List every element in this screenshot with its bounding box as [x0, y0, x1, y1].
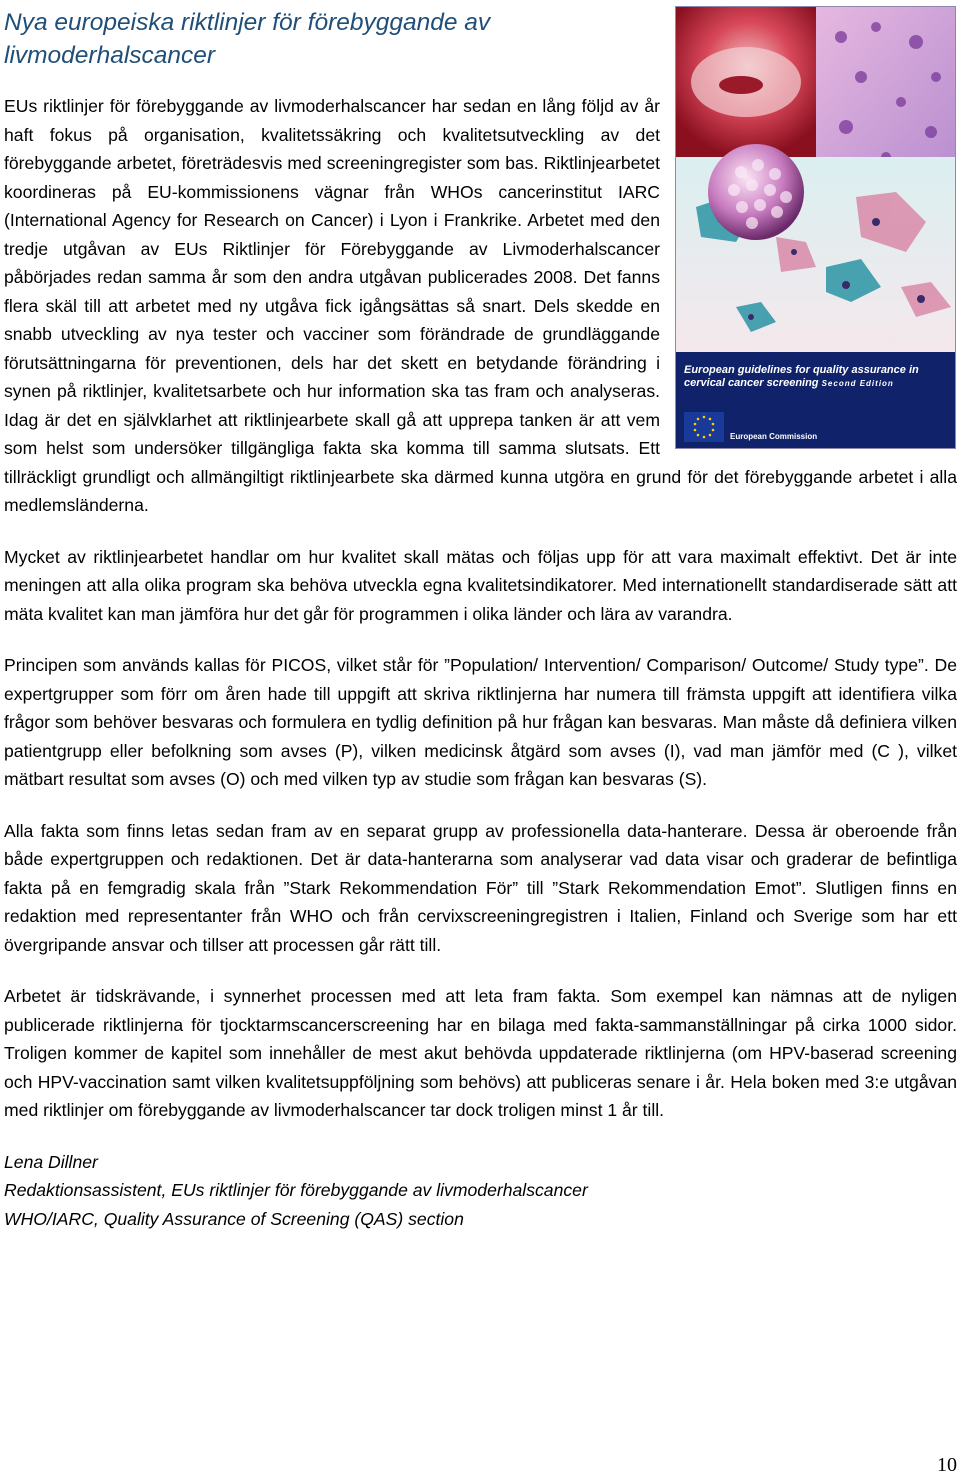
paragraph-2: Mycket av riktlinjearbetet handlar om hur kvalitet skall mätas och följas upp för att vara maximalt effektivt. Det är inte meningen att alla olika program ska behöva utveckla egna kvalitetsindikatorer. Med internationellt standardiserade sätt att mäta kvalitet kan man jämföra hur det går för programmen i olika länder och lära av varandra. [4, 546, 957, 624]
paragraph-4: Alla fakta som finns letas sedan fram av en separat grupp av professionella data-hanterare. Dessa är oberoende från både expertgruppen och redaktionen. Det är data-hanterarna som analyserar vad data visar och graderar de befintliga fakta på en femgradig skala från ”Stark Rekommendation För” till ”Stark Rekommendation Emot”. Slutligen finns en redaktion med representanter från WHO och från cervixscreeningregistren i Italien, Finland och Sverige som har ett övergripande ansvar och tillser att processen går rätt till. [4, 820, 957, 955]
article-title: Nya europeiska riktlinjer för förebyggande av livmoderhalscancer [4, 9, 491, 69]
cover-title: European guidelines for quality assurance in cervical cancer screening Second Edition [684, 364, 919, 389]
paragraph-3: Principen som används kallas för PICOS, vilket står för ”Population/ Intervention/ Comparison/ Outcome/ Study type”. De expertgrupper som förr om åren hade till uppgift att skriva riktlinjerna har numera till främsta uppgift att identifiera vilka frågor som behöver besvaras och formulera en tydlig definition på hur frågan kan besvaras. Man måste då definiera vilken patientgrupp eller befolkning som avses (P), vilken medicinsk åtgärd som avses (I), vad man jämför med (C ), vilket mätbart resultat som avses (O) och med vilken typ av studie som frågan kan besvaras (S). [4, 655, 957, 789]
signature-block [4, 1148, 957, 1234]
paragraph-1: EUs riktlinjer för förebyggande av livmoderhalscancer har sedan en lång följd av år haft fokus på organisation, kvalitetssäkring och kvalitetsutveckling av det förebyggande arbetet, företrädesvis med screeningregister som bas. Riktlinjearbetet koordineras på EU-kommissionens vägnar från WHOs cancerinstitut IARC (International Agency for Research on Cancer) i Lyon i Frankrike. Arbetet med den tredje utgåvan av EUs Riktlinjer för Förebyggande av Livmoderhalscancer påbörjades redan samma år som den andra utgåvan publicerades 2008. Det fanns flera skäl till att arbetet med ny utgåva fick igångsättas så snart. Dels skedde en snabb utveckling av nya tester och vacciner som förändrade de grundläggande förutsättningarna för preventionen, dels har det skett en betydande förändring i synen på riktlinjer, kvalitetsarbete och hur information ska tas fram och analyseras. Idag är det en självklarhet att riktlinjearbete skall gå att upprepa tanken är att vem som helst som undersöker tillgängliga fakta ska komma till samma slutsats. Ett tillräckligt grundligt och allmängiltigt riktlinjearbete ska därmed kunna utgöra en grund för det förebyggande arbetet i alla medlemsländerna. [4, 96, 957, 515]
book-cover-image [675, 6, 956, 449]
page-number: 10 [937, 1454, 957, 1476]
cover-publisher: European Commission [730, 432, 818, 441]
author-role: Redaktionsassistent, EUs riktlinjer för förebyggande av livmoderhalscancer [4, 1180, 588, 1200]
author-name: Lena Dillner [4, 1151, 98, 1172]
author-organization: WHO/IARC, Quality Assurance of Screening (QAS) section [4, 1208, 464, 1229]
paragraph-5: Arbetet är tidskrävande, i synnerhet processen med att leta fram fakta. Som exempel kan nämnas att de nyligen publicerade riktlinjerna för tjocktarmscancerscreening har en bilaga med fakta-sammanställningar på cirka 1000 sidor. Troligen kommer de kapitel som innehåller de mest akut behövda uppdaterade riktlinjerna (om HPV-baserad screening och HPV-vaccination samt vilken kvalitetsuppföljning som behövs) att publiceras senare i år. Hela boken med 3:e utgåvan med riktlinjer om förebyggande av livmoderhalscancer tar dock troligen minst 1 år till. [4, 986, 957, 1120]
